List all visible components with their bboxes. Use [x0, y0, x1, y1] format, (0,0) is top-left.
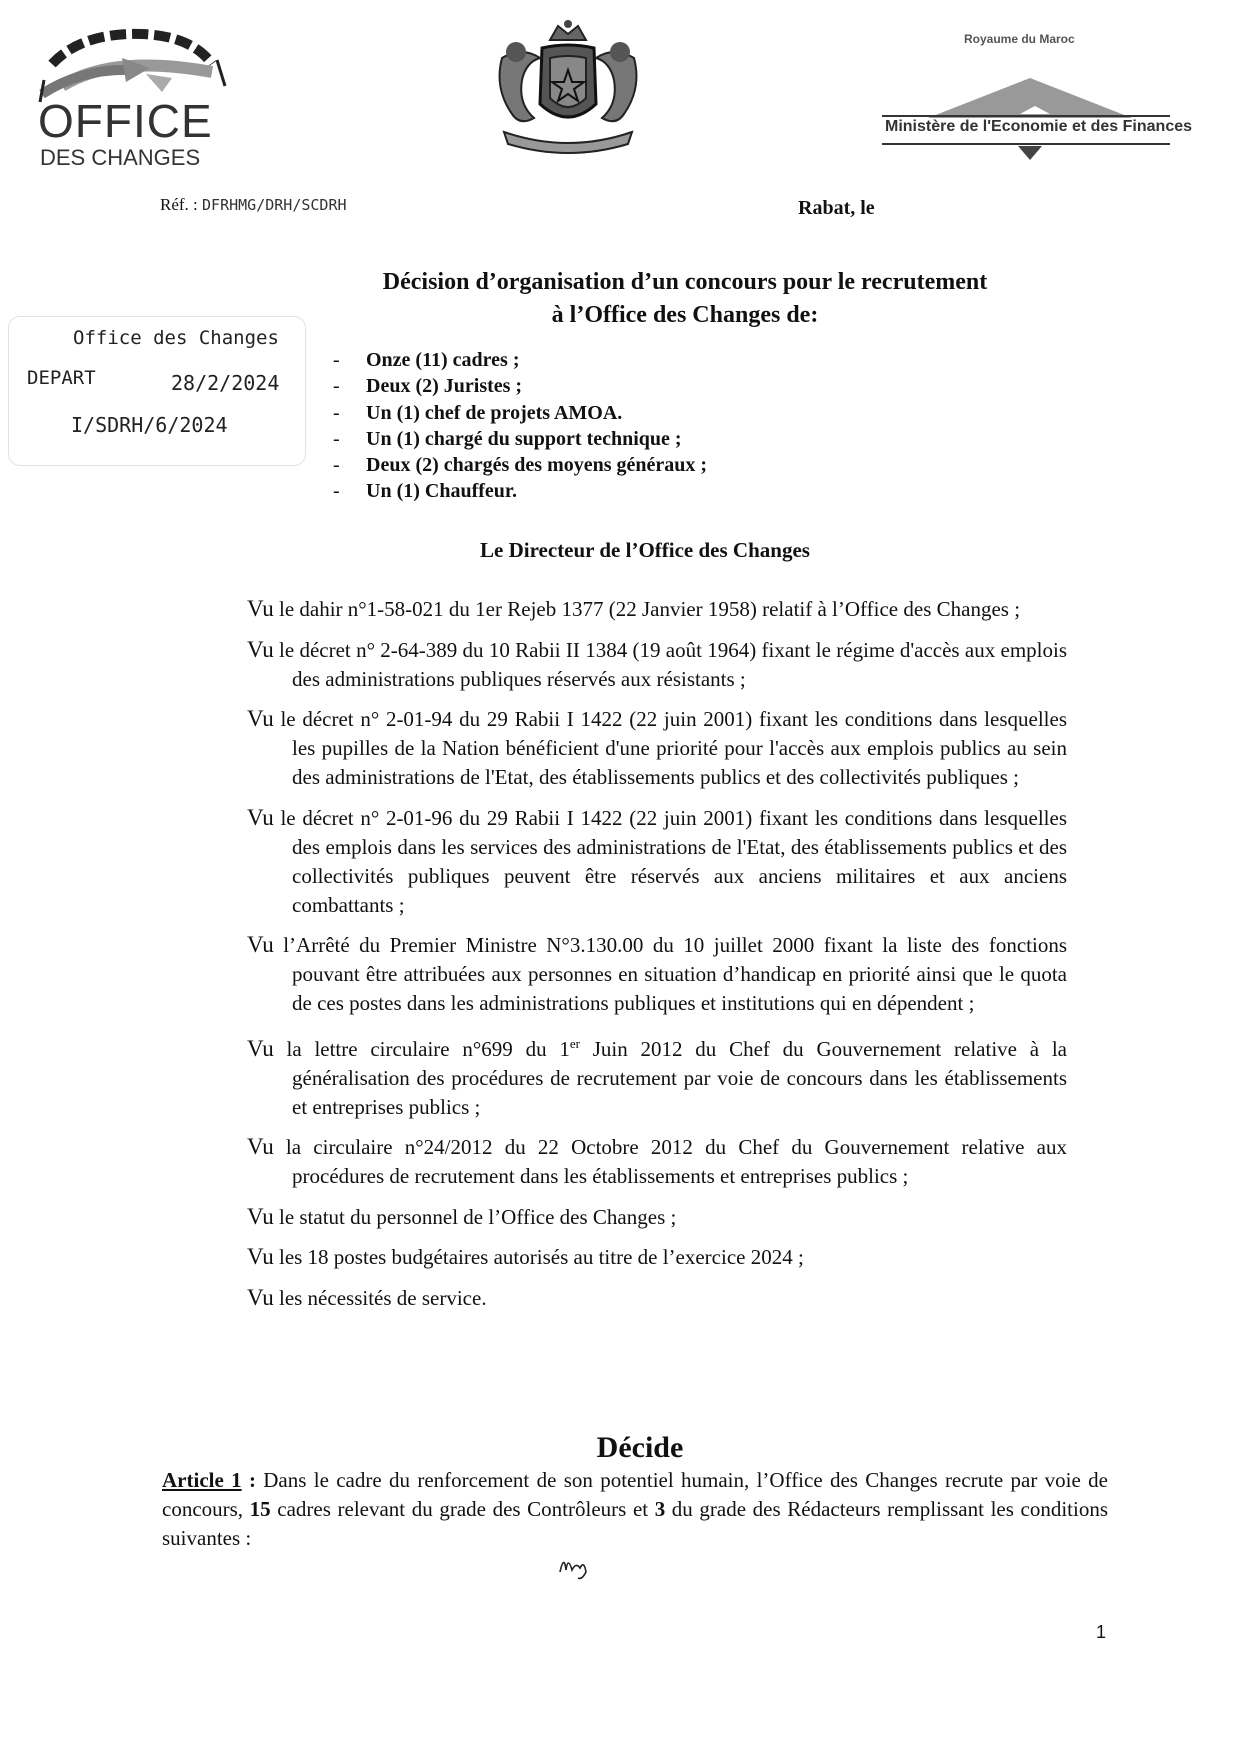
article-colon: : [241, 1468, 264, 1492]
position-dash: - [333, 480, 340, 503]
initials-signature-icon [556, 1552, 596, 1582]
coat-of-arms-icon [488, 18, 648, 158]
article-number-redacteurs: 3 [654, 1497, 666, 1521]
position-item [333, 400, 707, 426]
article-text-2: cadres relevant du grade des Contrôleurs et [270, 1497, 655, 1521]
handwritten-initials [556, 1552, 596, 1587]
director-heading: Le Directeur de l’Office des Changes [480, 538, 810, 562]
vu-item [247, 1132, 1067, 1191]
vu-item [247, 1202, 1067, 1232]
vu-item [247, 594, 1067, 624]
decide-heading: Décide [596, 1431, 684, 1464]
vu-prefix: Vu [247, 1244, 274, 1269]
position-text: Un (1) Chauffeur. [366, 480, 517, 503]
page-number: 1 [1096, 1622, 1107, 1642]
position-dash: - [333, 454, 340, 477]
article-1 [162, 1466, 1108, 1553]
vu-text: la lettre circulaire n°699 du 1 [273, 1036, 570, 1061]
vu-text: les nécessités de service. [273, 1285, 487, 1310]
decision-title [160, 266, 1210, 332]
article-text-1: Dans le cadre du renforcement de son potentiel humain, l’Office des Changes recrute par voie de concours, [162, 1468, 1108, 1521]
position-text: Deux (2) chargés des moyens généraux ; [366, 454, 708, 477]
vu-prefix: Vu [247, 1203, 274, 1229]
vu-text: les 18 postes budgétaires autorisés au titre de l’exercice 2024 ; [273, 1245, 804, 1269]
vu-prefix: Vu [247, 1284, 274, 1310]
vu-text: Juin 2012 du Chef du Gouvernement relative à la généralisation des procédures de recrutement par voie de concours dans les établissements et entreprises publics ; [292, 1036, 1067, 1119]
position-dash: - [333, 401, 340, 424]
vu-text: le décret n° 2-64-389 du 10 Rabii II 1384 (19 août 1964) fixant le régime d'accès aux emplois des administrations publiques réservés aux résistants ; [273, 637, 1067, 691]
ministry-name: Ministère de l'Economie et des Finances [885, 118, 1193, 135]
stamp-type: DEPART [27, 367, 96, 389]
vu-prefix: Vu [247, 636, 274, 662]
position-item [333, 478, 707, 504]
position-item [333, 347, 707, 373]
vu-prefix: Vu [247, 1035, 274, 1061]
arrows-logo-icon [22, 24, 242, 104]
reference-label: Réf. : [160, 195, 203, 214]
vu-text: le statut du personnel de l’Office des Changes ; [273, 1204, 677, 1229]
vu-prefix: Vu [247, 804, 274, 830]
position-text: Un (1) chef de projets AMOA. [366, 401, 623, 424]
position-text: Onze (11) cadres ; [366, 349, 520, 371]
stamp-number: I/SDRH/6/2024 [71, 413, 228, 437]
stamp-office: Office des Changes [73, 327, 279, 349]
vu-item [247, 930, 1067, 1018]
position-item [333, 426, 707, 452]
vu-item [247, 704, 1067, 792]
place-date: Rabat, le [798, 197, 875, 219]
position-dash: - [333, 427, 340, 450]
office-logo-subtitle: DES CHANGES [40, 145, 201, 170]
position-dash: - [333, 375, 340, 398]
vu-item [247, 635, 1067, 694]
vu-text: la circulaire n°24/2012 du 22 Octobre 2012 du Chef du Gouvernement relative aux procédures de recrutement dans les établissements et entreprises publics ; [273, 1135, 1067, 1188]
vu-list [247, 594, 1067, 1323]
reference [160, 195, 347, 215]
vu-prefix: Vu [247, 932, 274, 957]
vu-text: l’Arrêté du Premier Ministre N°3.130.00 du 10 juillet 2000 fixant la liste des fonctions pouvant être attribuées aux personnes en situation d’handicap en priorité ainsi que le quota de ces postes dans les administrations publiques et institutions qui en dépendent ; [273, 933, 1067, 1015]
article-text-3: du grade des Rédacteurs remplissant les conditions suivantes : [162, 1497, 1108, 1550]
vu-text: le décret n° 2-01-96 du 29 Rabii I 1422 (22 juin 2001) fixant les conditions dans lesquelles des emplois dans les services des administrations de l'Etat, des établissements publics et des collectivités publiques peuvent être réservés aux anciens militaires et aux anciens combattants ; [273, 805, 1067, 917]
vu-text: le décret n° 2-01-94 du 29 Rabii I 1422 (22 juin 2001) fixant les conditions dans lesquelles les pupilles de la Nation bénéficient d'une priorité pour l'accès aux emplois publics au sein des administrations de l'Etat, des établissements publics et des collectivités publiques ; [273, 707, 1067, 789]
vu-prefix: Vu [247, 1134, 274, 1159]
vu-prefix: Vu [247, 706, 274, 731]
article-label: Article 1 [162, 1468, 242, 1492]
title-line-2: à l’Office des Changes de: [551, 302, 819, 328]
article-number-cadres: 15 [249, 1497, 271, 1521]
position-text: Deux (2) Juristes ; [366, 375, 523, 398]
office-logo-title: OFFICE [38, 95, 213, 147]
position-item [333, 452, 707, 478]
vu-text: le dahir n°1-58-021 du 1er Rejeb 1377 (22 Janvier 1958) relatif à l’Office des Changes ; [273, 597, 1021, 621]
position-dash: - [333, 349, 340, 371]
ministry-logo [870, 28, 1210, 168]
position-text: Un (1) chargé du support technique ; [366, 427, 682, 450]
kingdom-label: Royaume du Maroc [964, 32, 1075, 46]
vu-item [247, 1283, 1067, 1313]
position-item [333, 373, 707, 399]
office-des-changes-logo [22, 24, 242, 174]
reference-code: DFRHMG/DRH/SCDRH [202, 196, 347, 214]
positions-list [333, 347, 707, 505]
title-line-1: Décision d’organisation d’un concours pour le recrutement [382, 269, 988, 295]
departure-stamp [8, 316, 306, 466]
vu-item [247, 803, 1067, 920]
stamp-date: 28/2/2024 [171, 371, 280, 395]
vu-item [247, 1029, 1067, 1122]
vu-prefix: Vu [247, 596, 274, 621]
vu-item [247, 1242, 1067, 1272]
vu-text: er [569, 1035, 580, 1051]
royal-emblem [488, 18, 648, 158]
